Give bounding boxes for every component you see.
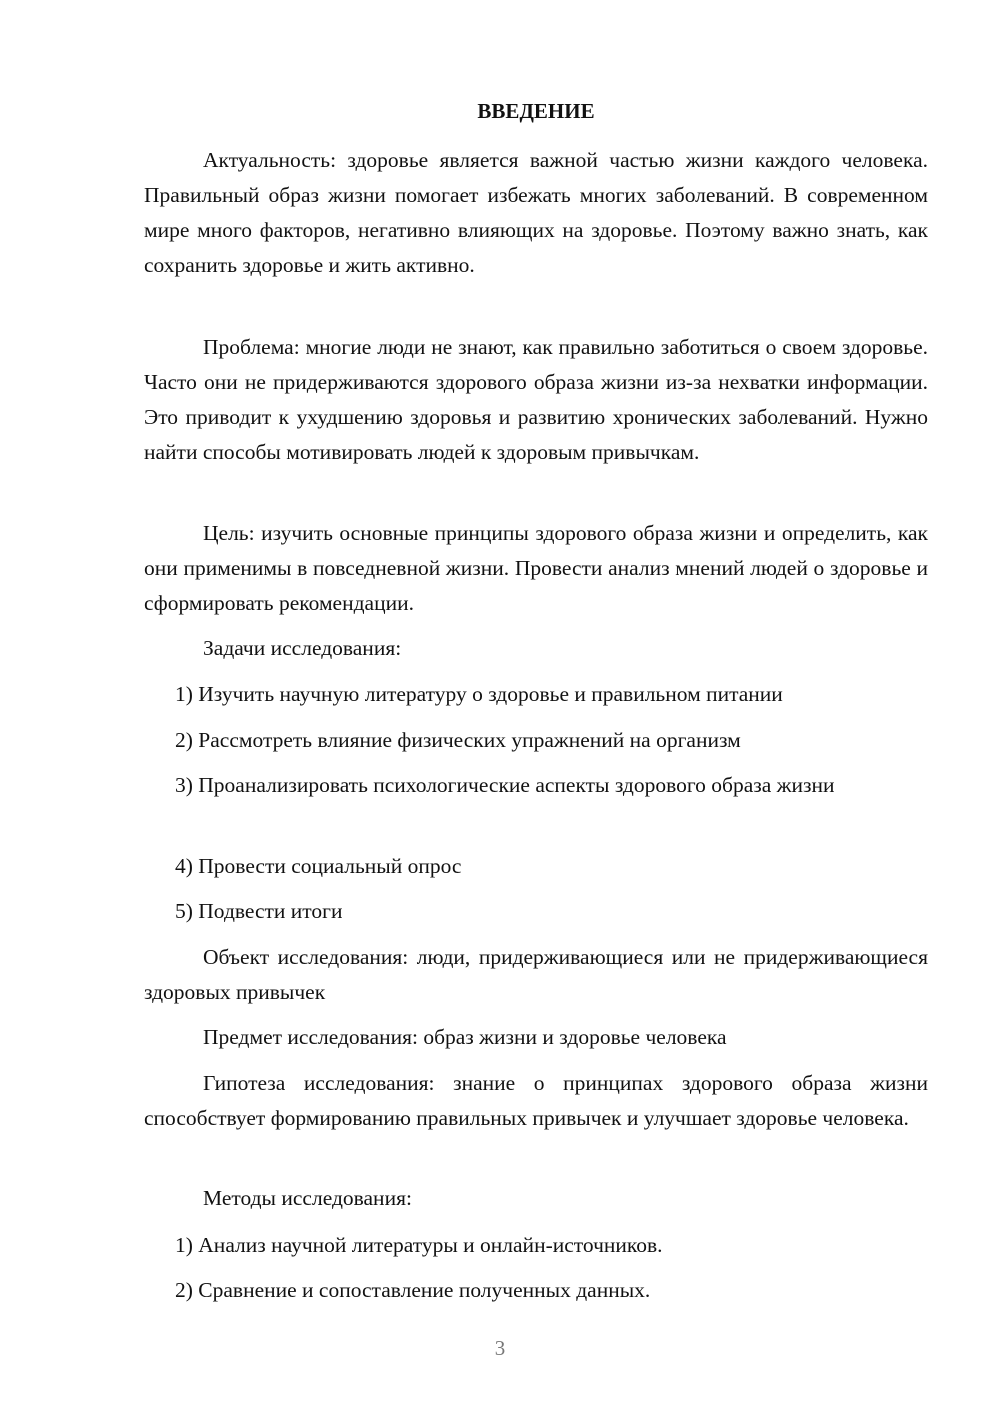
section-title: ВВЕДЕНИЕ [477,99,595,123]
method-item-1: 1) Анализ научной литературы и онлайн-источников. [175,1233,663,1257]
task-item-2: 2) Рассмотреть влияние физических упражнений на организм [175,728,741,752]
paragraph-object: Объект исследования: люди, придерживающиеся или не придерживающиеся здоровых привычек [144,945,928,1004]
task-item-4: 4) Провести социальный опрос [175,854,462,878]
tasks-heading: Задачи исследования: [203,636,402,660]
task-item-1: 1) Изучить научную литературу о здоровье и правильном питании [175,682,783,706]
method-item-2: 2) Сравнение и сопоставление полученных данных. [175,1278,651,1302]
page-number: 3 [494,1336,506,1360]
task-item-3: 3) Проанализировать психологические аспекты здорового образа жизни [175,773,835,797]
paragraph-problem: Проблема: многие люди не знают, как правильно заботиться о своем здоровье. Часто они не придерживаются здорового образа жизни из-за нехватки информации. Это приводит к ухудшению здоровья и развитию хронических заболеваний. Нужно найти способы мотивировать людей к здоровым привычкам. [144,335,928,464]
paragraph-relevance: Актуальность: здоровье является важной частью жизни каждого человека. Правильный образ жизни помогает избежать многих заболеваний. В современном мире много факторов, негативно влияющих на здоровье. Поэтому важно знать, как сохранить здоровье и жить активно. [144,148,928,277]
paragraph-goal: Цель: изучить основные принципы здорового образа жизни и определить, как они применимы в повседневной жизни. Провести анализ мнений людей о здоровье и сформировать рекомендации. [144,521,928,615]
methods-heading: Методы исследования: [203,1186,412,1210]
paragraph-subject: Предмет исследования: образ жизни и здоровье человека [203,1025,727,1049]
task-item-5: 5) Подвести итоги [175,899,343,923]
paragraph-hypothesis: Гипотеза исследования: знание о принципах здорового образа жизни способствует формированию правильных привычек и улучшает здоровье человека. [144,1071,928,1130]
